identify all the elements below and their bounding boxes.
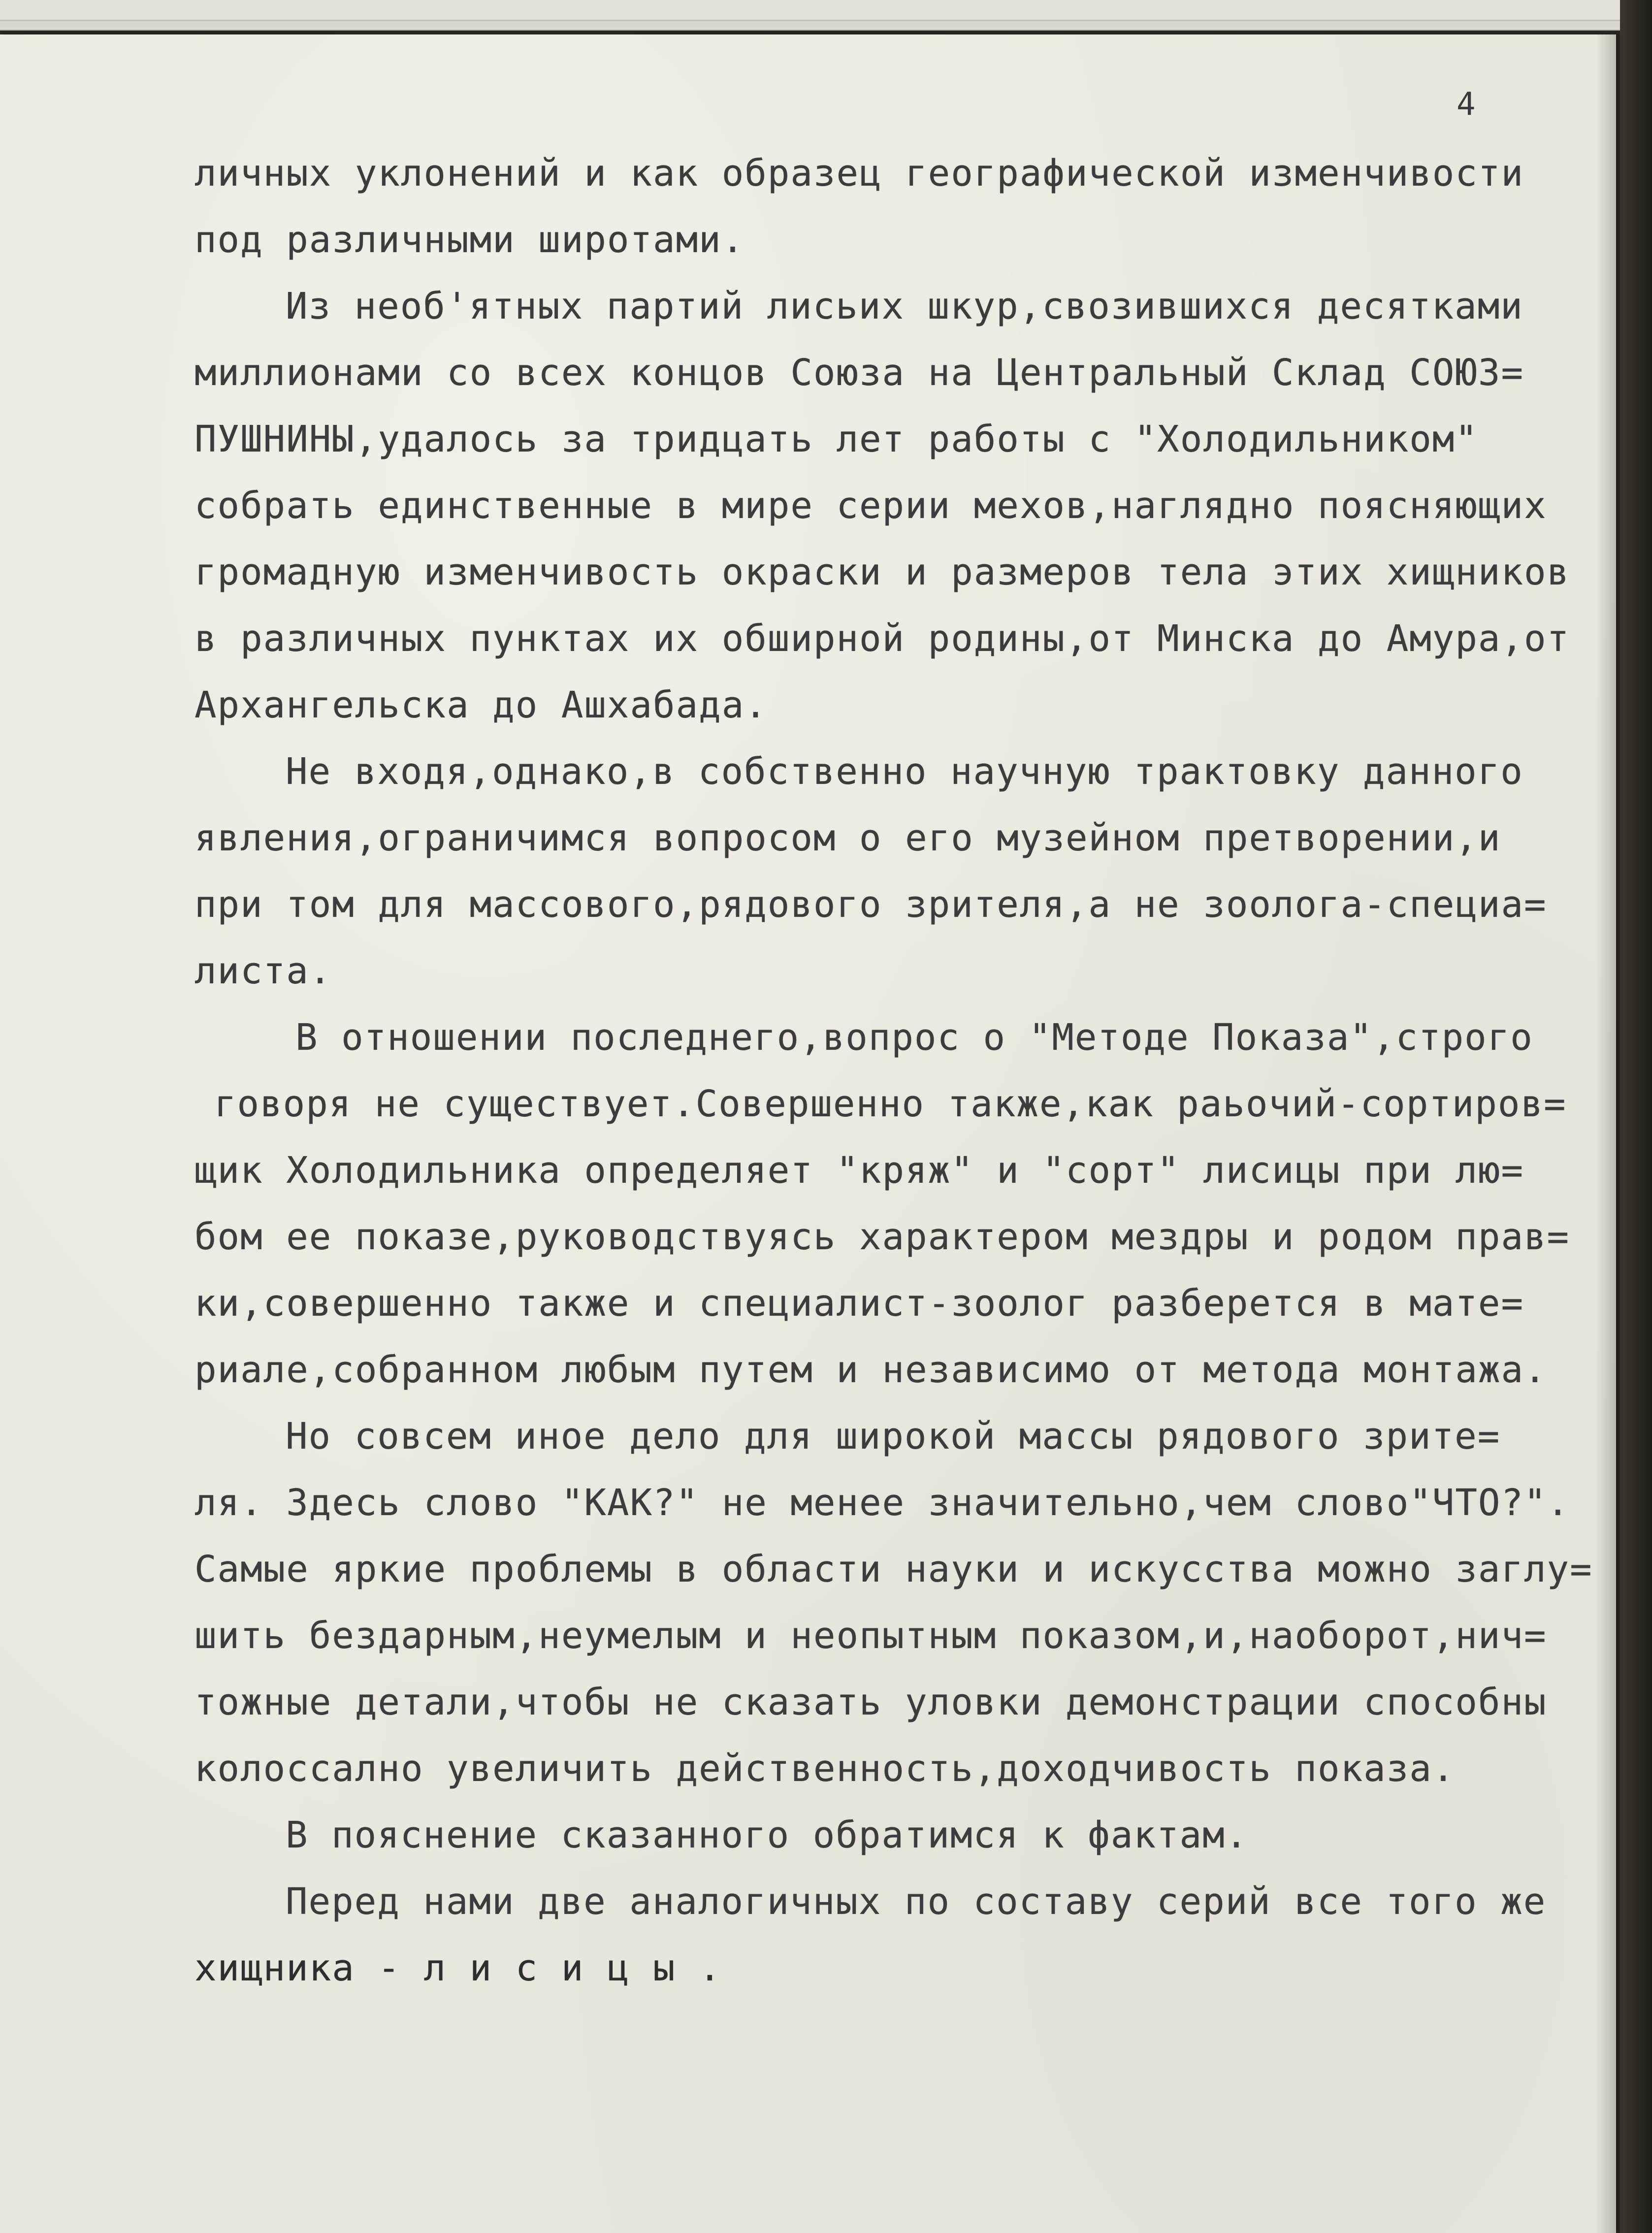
- text-line: шить бездарным,неумелым и неопытным показом,и,наоборот,нич=: [194, 1615, 1547, 1657]
- text-line: громадную изменчивость окраски и размеров тела этих хищников: [194, 551, 1570, 593]
- text-line: хищника - л и с и ц ы .: [194, 1947, 722, 1989]
- text-line: Самые яркие проблемы в области науки и искусства можно заглу=: [194, 1548, 1593, 1590]
- scanner-backdrop: [1620, 0, 1652, 2233]
- text-line: в различных пунктах их обширной родины,от Минска до Амура,от: [194, 617, 1570, 660]
- text-line: листа.: [194, 950, 332, 992]
- text-line: Архангельска до Ашхабада.: [194, 684, 768, 726]
- paragraph-start-line: В отношении последнего,вопрос о "Методе Показа",строго: [295, 1016, 1533, 1059]
- paragraph-start-line: Но совсем иное дело для широкой массы рядового зрите=: [286, 1415, 1501, 1457]
- text-line: риале,собранном любым путем и независимо от метода монтажа.: [194, 1349, 1547, 1391]
- text-line: ПУШНИНЫ,удалось за тридцать лет работы с "Холодильником": [194, 418, 1478, 460]
- text-line: при том для массового,рядового зрителя,а не зоолога-специа=: [194, 883, 1547, 926]
- paragraph-start-line: Из необ'ятных партий лисьих шкур,свозившихся десятками: [286, 285, 1523, 327]
- text-line: явления,ограничимся вопросом о его музейном претворении,и: [194, 817, 1501, 859]
- text-line: тожные детали,чтобы не сказать уловки демонстрации способны: [194, 1681, 1547, 1723]
- paragraph-start-line: Не входя,однако,в собственно научную трактовку данного: [286, 750, 1523, 793]
- text-line: ля. Здесь слово "КАК?" не менее значительно,чем слово"ЧТО?".: [194, 1482, 1570, 1524]
- page-number: 4: [1457, 86, 1476, 123]
- text-line: бом ее показе,руководствуясь характером мездры и родом прав=: [194, 1216, 1570, 1258]
- paragraph-start-line: В пояснение сказанного обратимся к фактам.: [286, 1814, 1249, 1856]
- text-line: ки,совершенно также и специалист-зоолог разберется в мате=: [194, 1282, 1524, 1325]
- text-line: личных уклонений и как образец географической изменчивости: [194, 152, 1524, 194]
- text-line: собрать единственные в мире серии мехов,наглядно поясняющих: [194, 485, 1547, 527]
- page-edge-shadow: [1595, 34, 1616, 2233]
- text-line: колоссално увеличить действенность,доходчивость показа.: [194, 1748, 1456, 1790]
- text-line: щик Холодильника определяет "кряж" и "сорт" лисицы при лю=: [194, 1149, 1524, 1192]
- text-line: под различными широтами.: [194, 219, 745, 261]
- underlying-page-edge-top: [0, 0, 1625, 21]
- text-line: говоря не существует.Совершенно также,как раьочий-сортиров=: [214, 1083, 1567, 1125]
- text-line: миллионами со всех концов Союза на Центральный Склад СОЮЗ=: [194, 352, 1524, 394]
- paragraph-start-line: Перед нами две аналогичных по составу серий все того же: [286, 1880, 1547, 1923]
- body-text: [194, 140, 1593, 2002]
